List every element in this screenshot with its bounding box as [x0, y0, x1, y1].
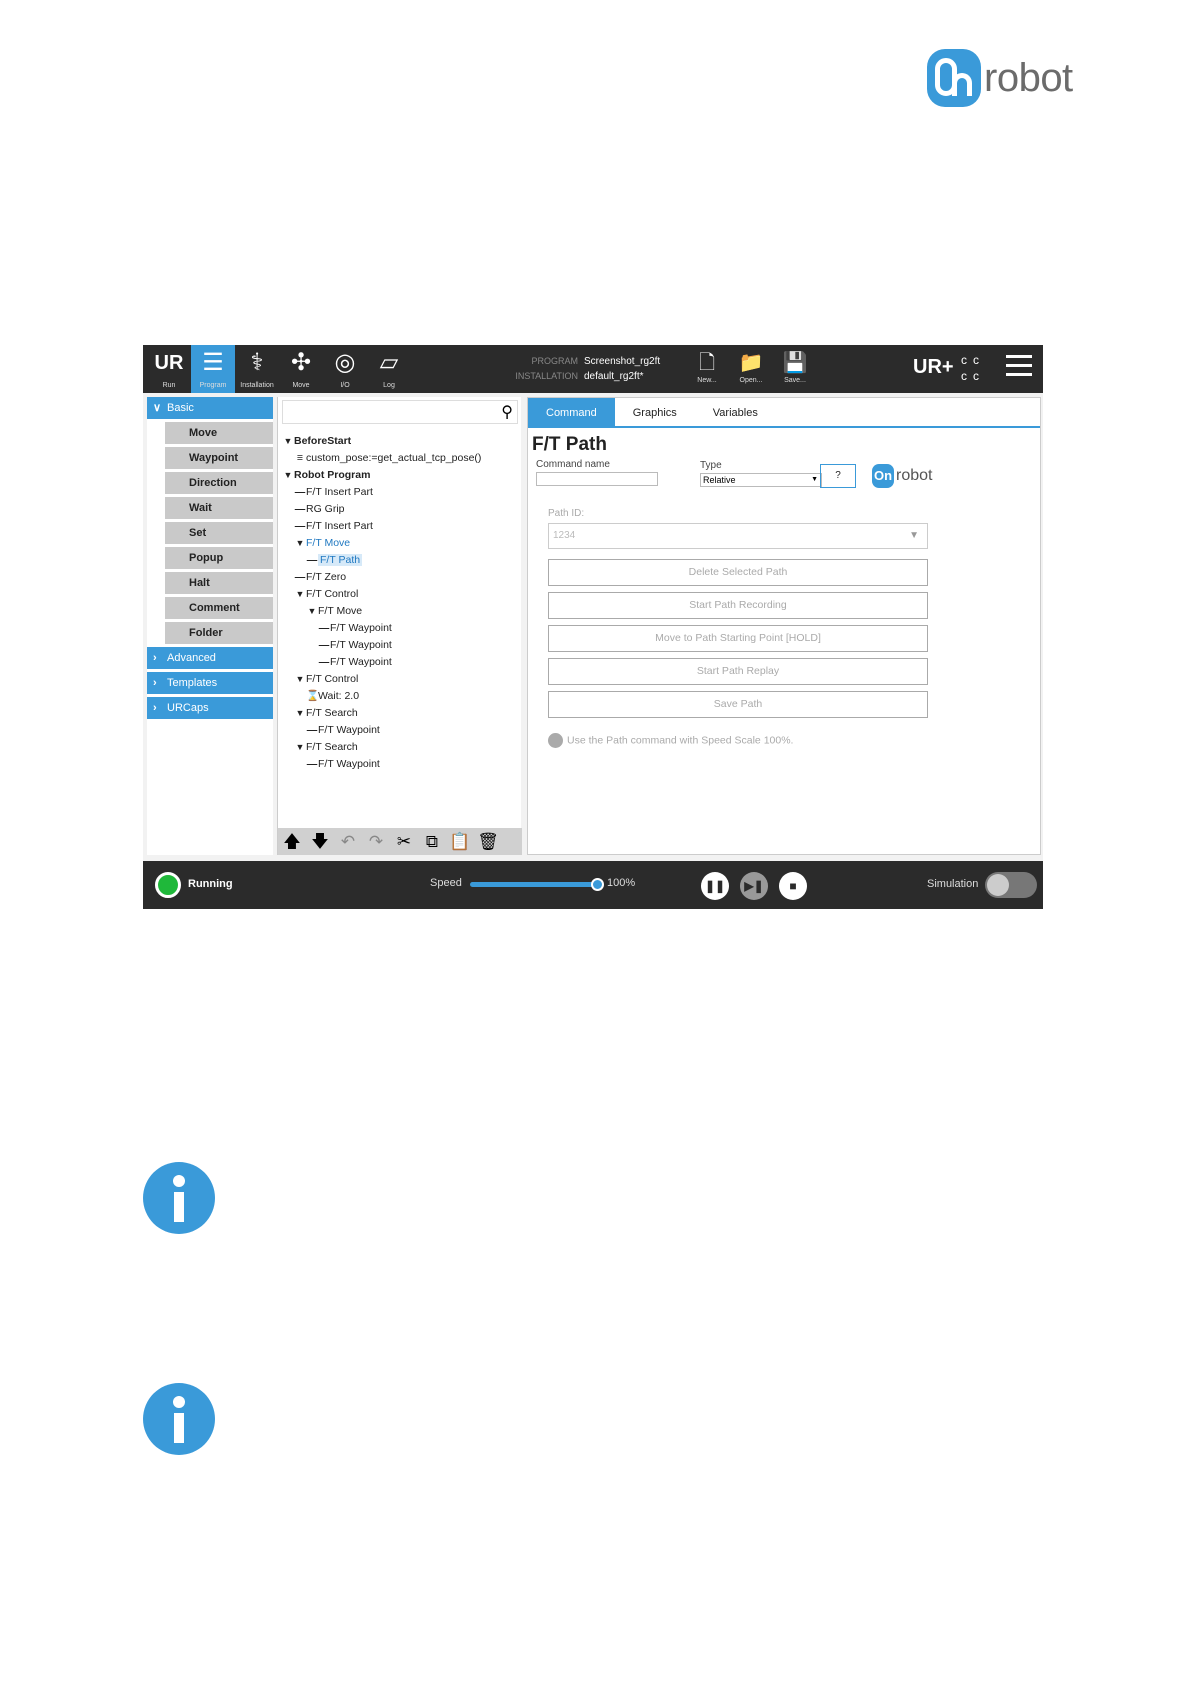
- program-tab[interactable]: ☰ Program: [191, 345, 235, 393]
- cmd-move[interactable]: Move: [165, 422, 273, 444]
- speed-scale-note: Use the Path command with Speed Scale 100%.: [548, 733, 793, 748]
- chevron-right-icon: ›: [153, 652, 157, 664]
- tab-variables[interactable]: Variables: [712, 407, 758, 419]
- io-tab[interactable]: ◎ I/O: [323, 345, 367, 393]
- tree-node[interactable]: —F/T Insert Part: [294, 520, 373, 532]
- tree-node[interactable]: —F/T Zero: [294, 571, 347, 583]
- program-tree-panel: [277, 397, 521, 855]
- copy-icon[interactable]: ⧉: [425, 832, 439, 851]
- speed-slider[interactable]: [470, 882, 598, 887]
- cmd-comment[interactable]: Comment: [165, 597, 273, 619]
- cmd-popup[interactable]: Popup: [165, 547, 273, 569]
- command-palette: [147, 397, 273, 855]
- logo-text: robot: [984, 55, 1073, 100]
- type-select[interactable]: Relative ▼: [700, 473, 822, 487]
- program-icon: ☰: [202, 349, 224, 376]
- run-tab[interactable]: UR Run: [147, 345, 191, 393]
- info-icon: [143, 1383, 215, 1455]
- new-file-icon: 🗋: [698, 352, 716, 374]
- chevron-down-icon: ▼: [909, 530, 919, 541]
- category-basic[interactable]: ∨ Basic: [147, 397, 273, 419]
- log-icon: ▱: [379, 349, 399, 376]
- cmd-wait[interactable]: Wait: [165, 497, 273, 519]
- cmd-halt[interactable]: Halt: [165, 572, 273, 594]
- page-title: F/T Path: [532, 434, 607, 455]
- tree-node[interactable]: —F/T Waypoint: [318, 656, 392, 668]
- save-button[interactable]: 💾 Save...: [775, 349, 815, 384]
- tree-node[interactable]: —F/T Waypoint: [306, 758, 380, 770]
- category-advanced[interactable]: › Advanced: [147, 647, 273, 669]
- path-id-label: Path ID:: [548, 508, 585, 519]
- step-icon: ▶❚: [744, 879, 764, 893]
- installation-icon: ⚕: [250, 349, 264, 376]
- speed-slider-handle[interactable]: [591, 878, 604, 891]
- category-templates[interactable]: › Templates: [147, 672, 273, 694]
- simulation-label: Simulation: [927, 878, 979, 890]
- tree-node[interactable]: —F/T Waypoint: [306, 724, 380, 736]
- type-label: Type: [700, 460, 722, 471]
- tree-node[interactable]: ▼ F/T Search: [295, 741, 358, 753]
- polyscope-window: [143, 345, 1043, 909]
- command-editor: [527, 397, 1041, 855]
- tree-node[interactable]: —F/T Insert Part: [294, 486, 373, 498]
- pause-button[interactable]: [701, 872, 729, 900]
- tree-node[interactable]: —RG Grip: [294, 503, 345, 515]
- simulation-toggle[interactable]: [985, 872, 1037, 898]
- info-icon: [143, 1162, 215, 1234]
- move-up-icon[interactable]: 🡅: [283, 832, 301, 851]
- start-replay-button[interactable]: Start Path Replay: [548, 658, 928, 685]
- chevron-right-icon: ›: [153, 702, 157, 714]
- speed-value: 100%: [607, 877, 636, 889]
- top-toolbar: [143, 345, 1043, 393]
- cmd-direction[interactable]: Direction: [165, 472, 273, 494]
- editor-tabs: [528, 398, 1040, 428]
- installation-tab[interactable]: ⚕ Installation: [235, 345, 279, 393]
- search-icon[interactable]: ⚲: [501, 404, 513, 421]
- path-id-select[interactable]: 1234 ▼: [548, 523, 928, 549]
- program-name: Screenshot_rg2ft: [584, 356, 661, 367]
- status-text: Running: [188, 878, 233, 890]
- chevron-down-icon: ∨: [153, 402, 162, 414]
- cmd-set[interactable]: Set: [165, 522, 273, 544]
- tree-node[interactable]: —F/T Waypoint: [318, 622, 392, 634]
- open-button[interactable]: 📁 Open...: [731, 349, 771, 384]
- tree-node[interactable]: ▼ Robot Program: [283, 469, 371, 481]
- onrobot-logo: [927, 49, 1073, 107]
- cut-icon[interactable]: ✂: [396, 832, 412, 851]
- category-urcaps[interactable]: › URCaps: [147, 697, 273, 719]
- installation-name: default_rg2ft*: [584, 371, 644, 382]
- tree-search-input[interactable]: [282, 400, 518, 424]
- program-info: PROGRAM Screenshot_rg2ft INSTALLATION default_rg2ft*: [515, 356, 661, 382]
- move-to-start-button[interactable]: Move to Path Starting Point [HOLD]: [548, 625, 928, 652]
- tab-graphics[interactable]: Graphics: [632, 407, 677, 419]
- tree-node[interactable]: ▼ F/T Search: [295, 707, 358, 719]
- chevron-right-icon: ›: [153, 677, 157, 689]
- save-path-button[interactable]: Save Path: [548, 691, 928, 718]
- cmd-waypoint[interactable]: Waypoint: [165, 447, 273, 469]
- step-button[interactable]: [740, 872, 768, 900]
- tree-node[interactable]: ⌛Wait: 2.0: [282, 688, 481, 705]
- log-tab[interactable]: ▱ Log: [367, 345, 411, 393]
- command-name-field[interactable]: [536, 472, 658, 486]
- chevron-down-icon: ▼: [811, 476, 818, 483]
- delete-path-button[interactable]: Delete Selected Path: [548, 559, 928, 586]
- onrobot-logo-icon: [927, 49, 981, 107]
- status-indicator-icon: [155, 872, 181, 898]
- info-dot-icon: [548, 733, 563, 748]
- ur-plus-icon[interactable]: UR+: [913, 356, 954, 378]
- ur-logo-icon: UR: [154, 352, 184, 374]
- save-icon: 💾: [782, 352, 808, 374]
- command-name-label: Command name: [536, 459, 610, 470]
- redo-icon[interactable]: ↷: [368, 832, 384, 851]
- hourglass-icon: ⌛: [306, 690, 320, 702]
- tab-command[interactable]: Command: [528, 398, 615, 426]
- tree-toolbar: [278, 828, 522, 855]
- tree-node[interactable]: —F/T Waypoint: [318, 639, 392, 651]
- program-tree: [282, 433, 481, 773]
- io-icon: ◎: [334, 349, 356, 376]
- new-button[interactable]: 🗋 New...: [687, 349, 727, 384]
- tree-node-selected[interactable]: — F/T Path: [306, 554, 361, 566]
- tree-node[interactable]: ▼ F/T Move: [295, 537, 351, 549]
- pause-icon: ❚❚: [704, 879, 726, 893]
- help-button[interactable]: ?: [820, 464, 856, 488]
- move-icon: ✣: [290, 349, 312, 376]
- tree-node[interactable]: ≡ custom_pose:=get_actual_tcp_pose(): [296, 452, 482, 464]
- onrobot-small-logo: On robot: [872, 464, 932, 488]
- speed-label: Speed: [430, 877, 462, 889]
- delete-icon[interactable]: 🗑: [477, 832, 499, 851]
- tree-node[interactable]: ▼ F/T Control: [295, 673, 359, 685]
- stop-icon: ■: [789, 879, 797, 893]
- tree-node[interactable]: ▼ BeforeStart: [283, 435, 352, 447]
- folder-icon: 📁: [738, 352, 764, 374]
- stop-button[interactable]: [779, 872, 807, 900]
- undo-icon[interactable]: ↶: [340, 832, 356, 851]
- move-down-icon[interactable]: 🡇: [311, 832, 329, 851]
- move-tab[interactable]: ✣ Move: [279, 345, 323, 393]
- tree-node[interactable]: ▼ F/T Control: [295, 588, 359, 600]
- start-recording-button[interactable]: Start Path Recording: [548, 592, 928, 619]
- paste-icon[interactable]: 📋: [449, 832, 471, 851]
- onrobot-logo-icon: On: [872, 464, 894, 488]
- tree-node[interactable]: ▼ F/T Move: [307, 605, 363, 617]
- cmd-folder[interactable]: Folder: [165, 622, 273, 644]
- remote-control-icon[interactable]: cc cc: [961, 353, 985, 383]
- status-bar: [143, 861, 1043, 909]
- menu-icon[interactable]: [1006, 355, 1032, 382]
